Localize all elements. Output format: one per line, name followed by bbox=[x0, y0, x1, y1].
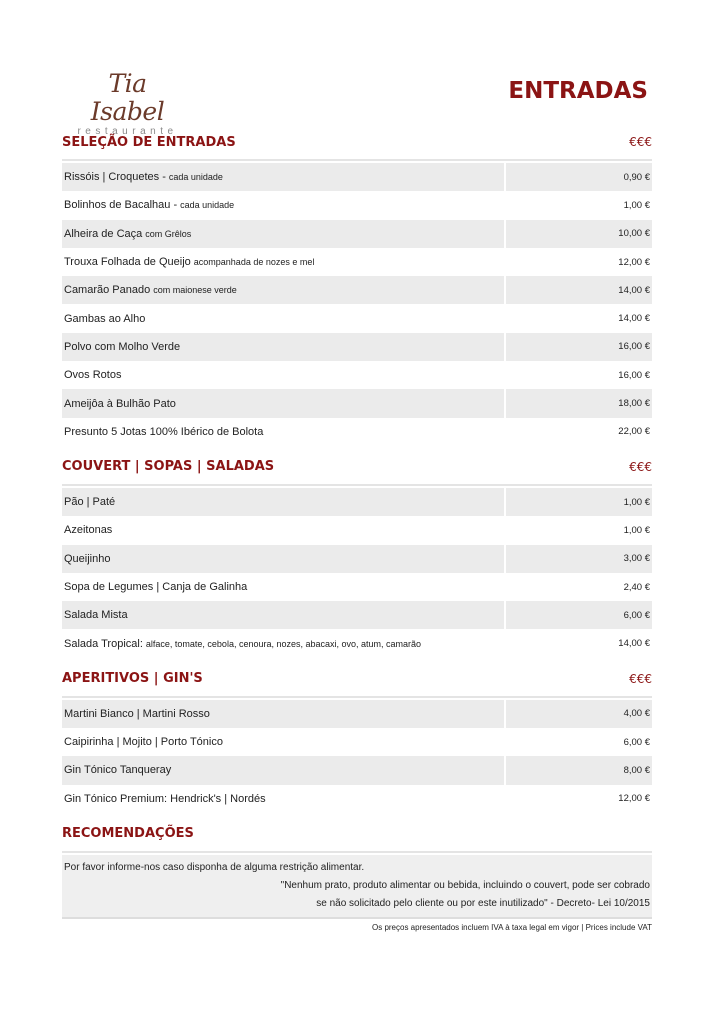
item-name-cell bbox=[62, 700, 504, 728]
section-title: COUVERT | SOPAS | SALADAS bbox=[62, 459, 275, 475]
item-name-cell bbox=[62, 333, 504, 361]
recommendations-header bbox=[62, 822, 652, 846]
item-name-cell bbox=[62, 276, 504, 304]
menu-item bbox=[62, 516, 652, 544]
item-note: com Grêlos bbox=[145, 228, 192, 239]
item-name: Bolinhos de Bacalhau - bbox=[64, 199, 178, 212]
item-name-cell bbox=[62, 220, 504, 248]
item-note: cada unidade bbox=[168, 172, 223, 183]
item-note: alface, tomate, cebola, cenoura, nozes, abacaxi, ovo, atum, camarão bbox=[145, 638, 422, 649]
recommendations-box bbox=[62, 855, 652, 919]
item-price: 1,00 € bbox=[506, 488, 652, 516]
item-price: 16,00 € bbox=[506, 333, 652, 361]
item-price: 4,00 € bbox=[506, 700, 652, 728]
item-price: 2,40 € bbox=[623, 581, 650, 593]
item-name-cell bbox=[62, 418, 504, 446]
menu-item bbox=[62, 361, 652, 389]
item-price: 0,90 € bbox=[506, 163, 652, 191]
section-header bbox=[62, 455, 652, 479]
item-name-cell bbox=[62, 785, 504, 813]
item-name: Presunto 5 Jotas 100% Ibérico de Bolota bbox=[64, 425, 264, 438]
item-name: Azeitonas bbox=[64, 524, 113, 537]
item-name: Rissóis | Croquetes - bbox=[64, 171, 166, 184]
menu-item bbox=[62, 276, 652, 304]
price-level: €€€ bbox=[629, 671, 652, 686]
page-title: ENTRADAS bbox=[508, 78, 648, 104]
section-divider bbox=[62, 696, 652, 698]
item-name-cell bbox=[62, 163, 504, 191]
menu-item bbox=[62, 573, 652, 601]
item-name: Martini Bianco | Martini Rosso bbox=[64, 707, 210, 720]
logo-name: Tia Isabel bbox=[90, 69, 165, 126]
item-note: com maionese verde bbox=[153, 285, 237, 296]
item-name: Salada Tropical: bbox=[64, 637, 143, 650]
menu-item bbox=[62, 163, 652, 191]
item-name-cell bbox=[62, 545, 504, 573]
item-price: 18,00 € bbox=[506, 389, 652, 417]
item-name: Camarão Panado bbox=[64, 284, 151, 297]
item-price: 10,00 € bbox=[506, 220, 652, 248]
menu-item bbox=[62, 304, 652, 332]
item-name-cell bbox=[62, 488, 504, 516]
price-level: €€€ bbox=[629, 135, 652, 149]
section-title: SELEÇÃO DE ENTRADAS bbox=[62, 134, 236, 150]
item-name: Salada Mista bbox=[64, 609, 128, 622]
item-name: Gin Tónico Tanqueray bbox=[64, 764, 172, 777]
item-name-cell bbox=[62, 361, 504, 389]
item-name: Trouxa Folhada de Queijo bbox=[64, 256, 191, 269]
item-name-cell bbox=[62, 516, 504, 544]
item-name-cell bbox=[62, 389, 504, 417]
menu-section bbox=[62, 455, 652, 658]
item-price: 6,00 € bbox=[623, 736, 650, 748]
item-name: Pão | Paté bbox=[64, 496, 116, 509]
item-name: Ameijôa à Bulhão Pato bbox=[64, 397, 176, 410]
vat-footer: Os preços apresentados incluem IVA à taxa legal em vigor | Prices include VAT bbox=[372, 922, 652, 932]
item-name-cell bbox=[62, 756, 504, 784]
menu-item bbox=[62, 785, 652, 813]
menu-item bbox=[62, 545, 652, 573]
section-header bbox=[62, 667, 652, 691]
menu-item bbox=[62, 700, 652, 728]
menu-item bbox=[62, 601, 652, 629]
section-divider bbox=[62, 851, 652, 853]
section-divider bbox=[62, 159, 652, 161]
item-note: cada unidade bbox=[180, 200, 235, 211]
item-name-cell bbox=[62, 304, 504, 332]
item-name: Gambas ao Alho bbox=[64, 312, 146, 325]
item-name-cell bbox=[62, 629, 504, 657]
menu-item bbox=[62, 728, 652, 756]
item-price: 1,00 € bbox=[623, 524, 650, 536]
item-name: Queijinho bbox=[64, 552, 111, 565]
item-price: 8,00 € bbox=[506, 756, 652, 784]
menu-section bbox=[62, 667, 652, 813]
item-name: Polvo com Molho Verde bbox=[64, 340, 181, 353]
item-price: 14,00 € bbox=[506, 276, 652, 304]
item-name-cell bbox=[62, 601, 504, 629]
item-name: Caipirinha | Mojito | Porto Tónico bbox=[64, 736, 223, 749]
item-price: 1,00 € bbox=[623, 199, 650, 211]
item-price: 22,00 € bbox=[618, 426, 650, 438]
menu-item bbox=[62, 389, 652, 417]
menu-content bbox=[62, 130, 652, 932]
logo-subtitle: restaurante bbox=[77, 126, 178, 137]
menu-item bbox=[62, 756, 652, 784]
section-title: APERITIVOS | GIN'S bbox=[62, 671, 203, 687]
recommendation-line: se não solicitado pelo cliente ou por este inutilizado" - Decreto- Lei 10/2015 bbox=[316, 897, 650, 909]
menu-item bbox=[62, 333, 652, 361]
item-name: Ovos Rotos bbox=[64, 369, 122, 382]
item-name-cell bbox=[62, 248, 504, 276]
section-divider bbox=[62, 484, 652, 486]
item-price: 12,00 € bbox=[618, 793, 650, 805]
price-level: €€€ bbox=[629, 459, 652, 474]
item-price: 3,00 € bbox=[506, 545, 652, 573]
menu-item bbox=[62, 418, 652, 446]
item-price: 12,00 € bbox=[618, 256, 650, 268]
menu-item bbox=[62, 220, 652, 248]
recommendation-line: Por favor informe-nos caso disponha de alguma restrição alimentar. bbox=[64, 861, 365, 873]
item-price: 14,00 € bbox=[618, 313, 650, 325]
item-name-cell bbox=[62, 191, 504, 219]
item-name: Sopa de Legumes | Canja de Galinha bbox=[64, 581, 248, 593]
section-header bbox=[62, 130, 652, 154]
item-note: acompanhada de nozes e mel bbox=[193, 257, 315, 268]
item-name: Gin Tónico Premium: Hendrick's | Nordés bbox=[64, 792, 266, 805]
item-price: 6,00 € bbox=[506, 601, 652, 629]
item-price: 16,00 € bbox=[618, 369, 650, 381]
recommendation-line: "Nenhum prato, produto alimentar ou bebida, incluindo o couvert, pode ser cobrado bbox=[280, 879, 650, 891]
menu-item bbox=[62, 191, 652, 219]
item-name-cell bbox=[62, 573, 504, 601]
menu-item bbox=[62, 488, 652, 516]
item-name: Alheira de Caça bbox=[64, 227, 143, 240]
item-name-cell bbox=[62, 728, 504, 756]
menu-section bbox=[62, 130, 652, 446]
menu-item bbox=[62, 248, 652, 276]
recommendations-title: RECOMENDAÇÕES bbox=[62, 826, 194, 842]
item-price: 14,00 € bbox=[618, 638, 650, 650]
menu-item bbox=[62, 629, 652, 657]
restaurant-logo bbox=[70, 70, 185, 137]
